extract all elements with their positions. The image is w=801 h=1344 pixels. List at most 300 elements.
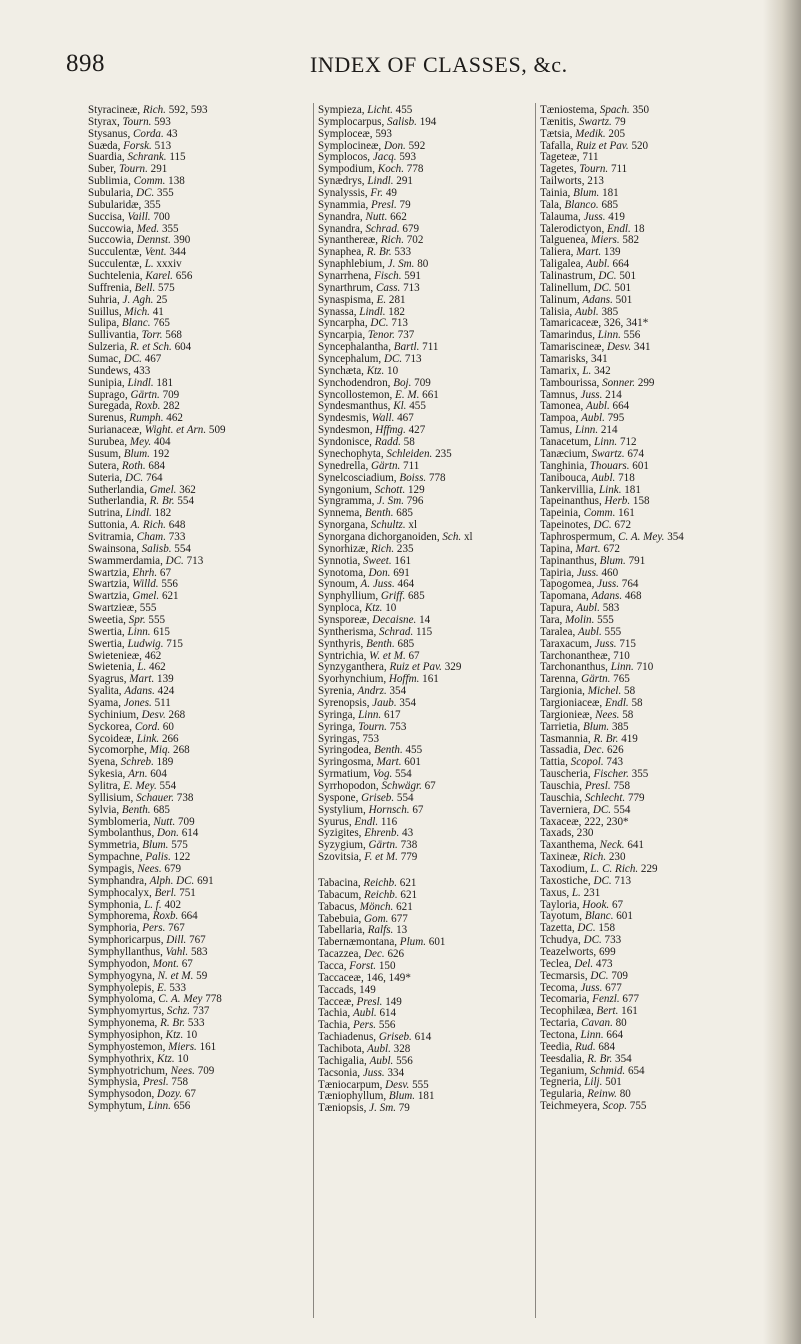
entry-name: Stysanus, — [88, 128, 133, 140]
entry-authority: Desv. — [141, 709, 166, 721]
entry-page: 614 — [376, 1008, 397, 1020]
entry-page: 80 — [612, 1018, 627, 1030]
entry-authority: Schott. — [374, 484, 406, 496]
entry-page: 601 — [629, 460, 649, 472]
entry-name: Syrenopsis, — [318, 697, 373, 709]
entry-name: Sycomorphe, — [88, 745, 150, 757]
entry-name: Sutherlandia, — [88, 496, 150, 508]
entry-page: 205 — [605, 128, 626, 140]
entry-name: Symphyomyrtus, — [88, 1006, 167, 1018]
entry-authority: Presl. — [584, 780, 611, 792]
entry-authority: Mart. — [129, 674, 155, 686]
entry-page: 621 — [159, 591, 179, 603]
entry-authority: Tenor. — [367, 330, 395, 342]
index-entry — [88, 425, 298, 437]
index-entry — [88, 318, 298, 330]
entry-authority: Rich. — [582, 852, 607, 864]
entry-name: Targionia, — [540, 686, 588, 698]
entry-page: 43 — [399, 828, 414, 840]
index-entry — [88, 437, 298, 449]
index-entry — [88, 805, 298, 817]
entry-name: Tchudya, — [540, 935, 584, 947]
index-entry — [318, 1068, 528, 1080]
entry-page: 150 — [376, 961, 396, 973]
entry-page: 214 — [598, 425, 618, 437]
entry-authority: Schauer. — [136, 792, 174, 804]
entry-name: Sumac, — [88, 354, 124, 366]
entry-page: 58 — [400, 437, 415, 449]
index-entry — [540, 864, 750, 876]
entry-name: Taxaceæ, 222, 230* — [540, 816, 629, 828]
entry-name: Synarthrum, — [318, 282, 376, 294]
index-entry — [88, 164, 298, 176]
entry-page: 685 — [394, 638, 415, 650]
entry-page: 582 — [619, 235, 640, 247]
entry-authority: Adans. — [124, 686, 155, 698]
entry-authority: Blum. — [142, 840, 169, 852]
entry-name: Taligalea, — [540, 259, 587, 271]
entry-page: 626 — [604, 745, 624, 757]
entry-authority: Lindl. — [127, 377, 154, 389]
entry-name: Syalita, — [88, 686, 125, 698]
index-entry — [540, 591, 750, 603]
entry-name: Taverniera, — [540, 804, 593, 816]
entry-authority: Schwägr. — [381, 780, 422, 792]
entry-name: Succulentæ, — [88, 259, 145, 271]
index-entry — [88, 1054, 298, 1066]
entry-page: 67 — [157, 567, 171, 579]
entry-authority: Mart. — [575, 543, 601, 555]
entry-name: Tamarix, — [540, 365, 583, 377]
entry-page: 575 — [155, 282, 175, 294]
entry-page: 555 — [601, 626, 622, 638]
index-entry — [318, 164, 528, 176]
index-entry — [540, 141, 750, 153]
entry-authority: Juss. — [576, 567, 599, 579]
entry-page: 334 — [384, 1067, 405, 1079]
index-entry — [318, 591, 528, 603]
entry-page: 685 — [598, 199, 619, 211]
entry-name: Syrrhopodon, — [318, 780, 382, 792]
entry-page: 713 — [402, 354, 422, 366]
entry-page: 554 — [171, 543, 191, 555]
entry-name: Surenus, — [88, 413, 130, 425]
entry-name: Sympagis, — [88, 864, 138, 875]
entry-page: 464 — [394, 579, 415, 591]
index-entry — [88, 235, 298, 247]
entry-page: 702 — [403, 235, 424, 247]
entry-page: 385 — [598, 306, 619, 318]
entry-authority: Juss. — [580, 389, 603, 401]
entry-authority: Mey. — [129, 437, 152, 449]
entry-authority: Griseb. — [378, 1032, 412, 1044]
index-entry — [540, 437, 750, 449]
index-entry — [318, 757, 528, 769]
entry-authority: Ehrenb. — [364, 828, 400, 840]
entry-name: Synaspisma, — [318, 294, 377, 306]
entry-page: 79 — [395, 1103, 410, 1115]
index-entry — [88, 888, 298, 900]
entry-page: 677 — [619, 994, 640, 1006]
entry-name: Taraxacum, — [540, 638, 595, 650]
entry-name: Syncephalantha, — [318, 342, 394, 354]
entry-authority: Willd. — [132, 579, 159, 591]
entry-name: Tecmarsis, — [540, 970, 591, 982]
entry-page: 533 — [166, 982, 187, 994]
entry-name: Sutrina, — [88, 508, 126, 520]
entry-page: 354 — [396, 697, 417, 709]
entry-page: 328 — [390, 1044, 411, 1056]
entry-name: Tapogomea, — [540, 579, 598, 591]
index-entry — [318, 925, 528, 937]
entry-page: 554 — [174, 496, 195, 508]
entry-name: Tamariscineæ, — [540, 342, 607, 354]
index-entry — [318, 141, 528, 153]
entry-authority: Karel. — [145, 271, 173, 283]
entry-authority: Juss. — [362, 1067, 385, 1079]
entry-authority: Ktz. — [157, 1053, 175, 1065]
entry-name: Syrmatium, — [318, 769, 373, 781]
entry-authority: Pers. — [352, 1020, 377, 1032]
entry-authority: Dill. — [166, 935, 187, 947]
entry-authority: Schz. — [166, 1006, 191, 1018]
entry-authority: DC. — [383, 354, 403, 366]
entry-authority: Schultz. — [370, 520, 406, 532]
index-entry — [318, 449, 528, 461]
entry-name: Symblomeria, — [88, 816, 154, 828]
entry-name: Tabacina, — [318, 878, 364, 889]
entry-name: Symphonia, — [88, 899, 145, 911]
entry-authority: Tourn. — [122, 116, 152, 128]
entry-authority: Bartl. — [393, 342, 420, 354]
entry-authority: Fr. — [370, 188, 384, 200]
entry-authority: Thouars. — [589, 460, 630, 472]
entry-page: 555 — [145, 614, 166, 626]
entry-authority: Benth. — [374, 745, 403, 757]
entry-page: 795 — [604, 413, 625, 425]
entry-authority: Linn. — [597, 330, 621, 342]
entry-authority: Ktz. — [366, 365, 385, 377]
entry-name: Systylium, — [318, 804, 369, 816]
index-entry — [318, 235, 528, 247]
index-entry — [318, 354, 528, 366]
index-entry — [318, 1091, 528, 1103]
entry-page: 764 — [143, 472, 163, 484]
entry-page: 161 — [196, 1041, 217, 1053]
entry-page: 138 — [165, 176, 185, 188]
entry-page: 115 — [166, 152, 186, 164]
entry-name: Sulzeria, — [88, 342, 130, 354]
entry-page: 344 — [166, 247, 186, 259]
index-entry — [88, 283, 298, 295]
entry-authority: Miers. — [590, 235, 620, 247]
entry-page: 685 — [393, 508, 413, 520]
entry-name: Swartzia, — [88, 591, 133, 603]
entry-page: 181 — [153, 377, 174, 389]
entry-name: Syringodea, — [318, 745, 375, 757]
index-entry — [88, 188, 298, 200]
entry-name: Tanibouca, — [540, 472, 592, 484]
entry-authority: Juss. — [580, 982, 603, 994]
entry-page: 617 — [381, 709, 401, 721]
entry-page: 115 — [413, 626, 433, 638]
index-entry — [318, 852, 528, 864]
entry-authority: Palis. — [145, 852, 171, 864]
index-entry — [318, 401, 528, 413]
index-entry — [88, 994, 298, 1006]
index-entry — [88, 295, 298, 307]
entry-page: 67 — [421, 780, 436, 792]
entry-name: Synorgana, — [318, 520, 371, 532]
entry-page: 743 — [603, 757, 624, 769]
entry-page: 79 — [396, 199, 411, 211]
index-entry — [318, 579, 528, 591]
entry-name: Suber, — [88, 164, 119, 176]
entry-authority: Blum. — [582, 721, 610, 733]
index-entry — [540, 983, 750, 995]
index-entry — [540, 817, 750, 829]
entry-name: Taccads, 149 — [318, 984, 376, 996]
entry-page: 59 — [193, 970, 208, 982]
entry-page: 268 — [165, 709, 186, 721]
index-entry — [540, 1006, 750, 1018]
entry-name: Syndesmon, — [318, 425, 376, 437]
entry-authority: DC. — [123, 354, 142, 366]
entry-name: Syena, — [88, 757, 121, 769]
entry-page: 182 — [385, 306, 405, 318]
index-entry — [540, 176, 750, 188]
entry-name: Synarrhena, — [318, 271, 375, 283]
index-entry — [540, 283, 750, 295]
entry-name: Tabellaria, — [318, 925, 368, 937]
entry-name: Taxanthema, — [540, 840, 600, 852]
entry-name: Tamarisks, 341 — [540, 354, 608, 366]
index-entry — [318, 973, 528, 985]
entry-authority: Cord. — [134, 721, 161, 733]
index-entry — [540, 769, 750, 781]
index-entry — [540, 722, 750, 734]
entry-page: 513 — [151, 140, 172, 152]
entry-name: Succulentæ, — [88, 247, 145, 259]
index-entry — [318, 985, 528, 997]
entry-page: 385 — [609, 721, 629, 733]
entry-page: 268 — [170, 745, 190, 757]
entry-name: Symphyogyna, — [88, 970, 158, 982]
entry-name: Syspone, — [318, 792, 362, 804]
entry-name: Tachia, — [318, 1020, 353, 1032]
entry-authority: J. Sm. — [377, 496, 404, 508]
entry-name: Tapeinia, — [540, 508, 584, 520]
entry-page: 778 — [426, 472, 446, 484]
entry-name: Symbolanthus, — [88, 828, 158, 840]
entry-name: Tecomaria, — [540, 994, 593, 1006]
entry-page: 712 — [617, 437, 637, 449]
entry-page: 779 — [397, 852, 418, 864]
entry-page: 181 — [621, 484, 641, 496]
entry-authority: Hornsch. — [368, 804, 410, 816]
index-entry — [540, 307, 750, 319]
index-entry — [88, 947, 298, 959]
entry-authority: Schreb. — [120, 757, 154, 769]
entry-name: Symplocineæ, — [318, 140, 384, 152]
entry-page: 402 — [161, 899, 182, 911]
entry-page: 181 — [599, 188, 619, 200]
entry-page: 718 — [615, 472, 635, 484]
entry-page: 738 — [174, 792, 194, 804]
entry-authority: Presl. — [371, 199, 397, 211]
entry-page: 737 — [190, 1006, 210, 1018]
entry-authority: Hoffm. — [388, 674, 420, 686]
index-entry — [88, 105, 298, 117]
index-entry — [88, 911, 298, 923]
entry-name: Syngonium, — [318, 484, 375, 496]
entry-authority: Rud. — [574, 1041, 596, 1053]
index-entry — [318, 828, 528, 840]
index-entry — [318, 674, 528, 686]
index-entry — [540, 923, 750, 935]
entry-page: 161 — [391, 555, 412, 567]
index-entry — [540, 781, 750, 793]
index-entry — [540, 295, 750, 307]
index-entry — [318, 603, 528, 615]
entry-page: 161 — [618, 1006, 638, 1018]
entry-name: Tasmannia, — [540, 733, 594, 745]
entry-page: 509 — [206, 425, 226, 437]
entry-page: 58 — [628, 697, 643, 709]
entry-authority: DC. — [593, 282, 612, 294]
entry-name: Tectona, — [540, 1030, 581, 1042]
index-entry — [88, 971, 298, 983]
entry-page: 738 — [397, 840, 418, 852]
index-entry — [88, 1030, 298, 1042]
index-entry — [88, 176, 298, 188]
index-entry — [540, 1077, 750, 1089]
entry-page: 601 — [426, 937, 446, 949]
entry-page: 767 — [186, 935, 206, 947]
entry-name: Tæniophyllum, — [318, 1091, 389, 1103]
index-entry — [88, 745, 298, 757]
index-entry — [318, 662, 528, 674]
entry-authority: Radd. — [374, 437, 401, 449]
entry-page: 656 — [172, 271, 193, 283]
index-entry — [318, 817, 528, 829]
entry-name: Tabacum, — [318, 889, 365, 901]
entry-page: 161 — [615, 508, 635, 520]
entry-page: 10 — [174, 1053, 189, 1065]
index-entry — [88, 876, 298, 888]
entry-page: 709 — [194, 1065, 215, 1077]
entry-name: Tarchonantheæ, 710 — [540, 650, 630, 662]
entry-page: 685 — [150, 804, 170, 816]
entry-name: Synorhizæ, — [318, 543, 372, 555]
entry-name: Symphyoloma, — [88, 994, 159, 1006]
entry-name: Tagetes, — [540, 164, 580, 176]
index-entry — [318, 152, 528, 164]
index-entry — [88, 485, 298, 497]
entry-name: Tarchonanthus, — [540, 662, 611, 674]
entry-authority: Torr. — [141, 330, 163, 342]
entry-page: 192 — [149, 448, 170, 460]
index-entry — [88, 354, 298, 366]
entry-authority: Aubl. — [369, 1055, 394, 1067]
entry-page: 554 — [611, 804, 631, 816]
index-entry — [540, 828, 750, 840]
entry-name: Swartzieæ, 555 — [88, 603, 157, 615]
page-header — [0, 50, 801, 84]
entry-page: 677 — [602, 982, 622, 994]
entry-page: 796 — [403, 496, 424, 508]
entry-page: 733 — [601, 935, 622, 947]
entry-page: 713 — [400, 282, 420, 294]
entry-name: Symphyodon, — [88, 958, 153, 970]
entry-page: 592, 593 — [165, 105, 208, 116]
entry-page: 501 — [611, 282, 632, 294]
entry-authority: DC. — [583, 935, 602, 947]
entry-authority: Presl. — [142, 1077, 169, 1089]
entry-name: Svitramia, — [88, 531, 137, 543]
index-entry — [88, 224, 298, 236]
entry-name: Succowia, — [88, 235, 137, 247]
entry-page: 555 — [409, 1079, 429, 1091]
entry-authority: Roth. — [121, 460, 146, 472]
index-entry — [88, 817, 298, 829]
entry-name: Symphysodon, — [88, 1089, 158, 1101]
index-entry — [318, 259, 528, 271]
index-entry — [540, 615, 750, 627]
entry-page: 41 — [149, 306, 164, 318]
index-entry — [88, 1089, 298, 1101]
entry-page: 455 — [402, 745, 423, 757]
entry-page: 691 — [194, 875, 214, 887]
entry-authority: L. — [582, 365, 592, 377]
entry-name: Symphyolepis, — [88, 982, 158, 994]
entry-authority: DC. — [124, 472, 144, 484]
entry-page: 568 — [162, 330, 182, 342]
entry-authority: DC. — [136, 188, 155, 200]
entry-page: 291 — [147, 164, 168, 176]
entry-page: 641 — [624, 840, 644, 852]
index-entry — [540, 579, 750, 591]
entry-authority: Fischer. — [593, 769, 629, 781]
index-entry — [540, 745, 750, 757]
index-entry — [540, 840, 750, 852]
entry-page: 424 — [154, 686, 175, 698]
entry-page: 664 — [178, 911, 198, 923]
entry-authority: Arn. — [128, 769, 148, 781]
entry-page: 715 — [616, 638, 636, 650]
entry-authority: Hook. — [582, 899, 610, 911]
index-entry — [88, 900, 298, 912]
entry-authority: Blum. — [599, 555, 626, 567]
entry-page: 79 — [611, 116, 626, 128]
entry-authority: N. et M. — [157, 970, 194, 982]
index-entry — [88, 449, 298, 461]
entry-name: Tecoma, — [540, 982, 581, 994]
entry-page: 737 — [394, 330, 415, 342]
entry-authority: Del. — [574, 958, 594, 970]
index-entry — [88, 378, 298, 390]
entry-name: Synploca, — [318, 603, 365, 615]
entry-authority: Desv. — [385, 1079, 410, 1091]
entry-name: Taxodium, — [540, 864, 591, 875]
entry-authority: Dennst. — [136, 235, 171, 247]
entry-authority: Aubl. — [581, 413, 605, 425]
index-entry — [540, 805, 750, 817]
entry-authority: Miq. — [149, 745, 171, 757]
entry-page: 231 — [580, 887, 601, 899]
index-entry — [540, 259, 750, 271]
entry-name: Tachibota, — [318, 1044, 368, 1056]
